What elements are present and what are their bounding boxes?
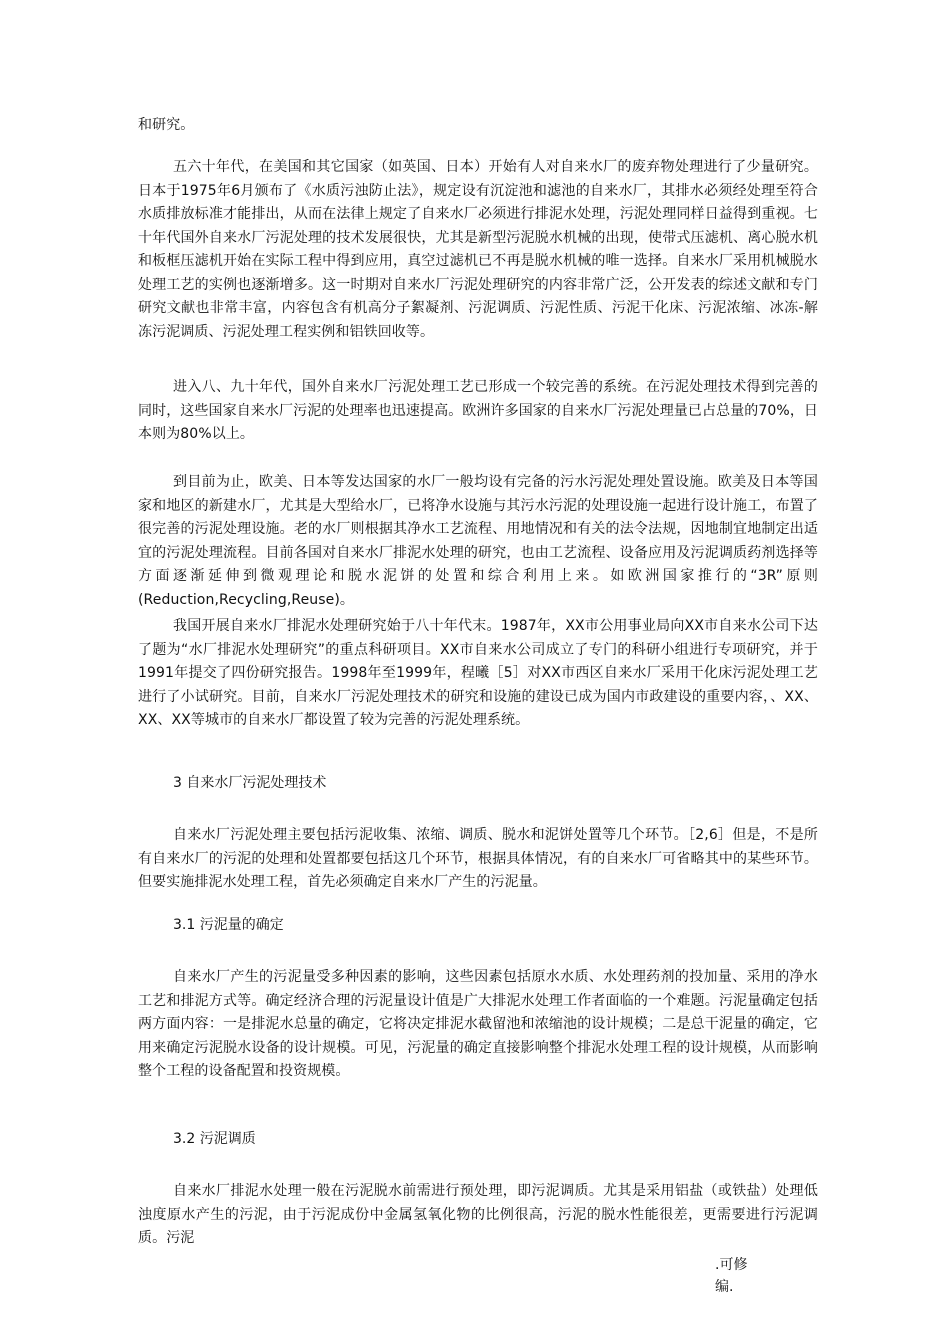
paragraph-sludge-conditioning: 自来水厂排泥水处理一般在污泥脱水前需进行预处理，即污泥调质。尤其是采用铝盐（或铁盐）处理低浊度原水产生的污泥，由于污泥成份中金属氢氧化物的比例很高，污泥的脱水性能很差，更需要进行污泥调质。污泥 [138, 1183, 818, 1246]
section-heading-3-2: 3.2 污泥调质 [173, 1131, 256, 1147]
paragraph-history-1960s: 五六十年代，在美国和其它国家（如英国、日本）开始有人对自来水厂的废弃物处理进行了少量研究。日本于1975年6月颁布了《水质污浊防止法》，规定设有沉淀池和滤池的自来水厂，其排水必须经处理至符合水质排放标准才能排出，从而在法律上规定了自来水厂必须进行排泥水处理，污泥处理同样日益得到重视。七十年代国外自来水厂污泥处理的技术发展很快，尤其是新型污泥脱水机械的出现，使带式压滤机、离心脱水机和板框压滤机开始在实际工程中得到应用，真空过滤机已不再是脱水机械的唯一选择。自来水厂采用机械脱水处理工艺的实例也逐渐增多。这一时期对自来水厂污泥处理研究的内容非常广泛，公开发表的综述文献和专门研究文献也非常丰富，内容包含有机高分子絮凝剂、污泥调质、污泥性质、污泥干化床、污泥浓缩、冰冻-解冻污泥调质、污泥处理工程实例和铝铁回收等。 [138, 159, 818, 340]
paragraph-section-3-intro: 自来水厂污泥处理主要包括污泥收集、浓缩、调质、脱水和泥饼处置等几个环节。［2,6］但是，不是所有自来水厂的污泥的处理和处置都要包括这几个环节，根据具体情况，有的自来水厂可省略其中的某些环节。但要实施排泥水处理工程，首先必须确定自来水厂产生的污泥量。 [138, 827, 818, 890]
page-footer-note [715, 1254, 747, 1298]
paragraph-history-1980s: 进入八、九十年代，国外自来水厂污泥处理工艺已形成一个较完善的系统。在污泥处理技术得到完善的同时，这些国家自来水厂污泥的处理率也迅速提高。欧洲许多国家的自来水厂污泥处理量已占总量的70%，日本则为80%以上。 [138, 379, 819, 442]
paragraph-sludge-quantity: 自来水厂产生的污泥量受多种因素的影响，这些因素包括原水水质、水处理药剂的投加量、采用的净水工艺和排泥方式等。确定经济合理的污泥量设计值是广大排泥水处理工作者面临的一个难题。污泥量确定包括两方面内容：一是排泥水总量的确定，它将决定排泥水截留池和浓缩池的设计规模；二是总干泥量的确定，它用来确定污泥脱水设备的设计规模。可见，污泥量的确定直接影响整个排泥水处理工程的设计规模，从而影响整个工程的设备配置和投资规模。 [138, 969, 818, 1079]
section-heading-3: 3 自来水厂污泥处理技术 [173, 775, 327, 791]
section-heading-3-1: 3.1 污泥量的确定 [173, 917, 284, 933]
footer-line-1: .可修 [715, 1257, 748, 1273]
footer-line-2: 编. [715, 1279, 734, 1295]
paragraph-china-research: 我国开展自来水厂排泥水处理研究始于八十年代末。1987年，XX市公用事业局向XX市自来水公司下达了题为“水厂排泥水处理研究”的重点科研项目。XX市自来水公司成立了专门的科研小组进行专项研究，并于1991年提交了四份研究报告。1998年至1999年，程曦［5］对XX市西区自来水厂采用干化床污泥处理工艺进行了小试研究。目前，自来水厂污泥处理技术的研究和设施的建设已成为国内市政建设的重要内容，、XX、XX、XX等城市的自来水厂都设置了较为完善的污泥处理系统。 [138, 618, 818, 728]
paragraph-continuation: 和研究。 [138, 117, 195, 133]
paragraph-current-status: 到目前为止，欧美、日本等发达国家的水厂一般均设有完备的污水污泥处理处置设施。欧美及日本等国家和地区的新建水厂，尤其是大型给水厂，已将净水设施与其污水污泥的处理设施一起进行设计施工，布置了很完善的污泥处理设施。老的水厂则根据其净水工艺流程、用地情况和有关的法令法规，因地制宜地制定出适宜的污泥处理流程。目前各国对自来水厂排泥水处理的研究，也由工艺流程、设备应用及污泥调质药剂选择等方面逐渐延伸到微观理论和脱水泥饼的处置和综合利用上来。如欧洲国家推行的“3R”原则(Reduction,Recycling,Reuse)。 [138, 474, 818, 608]
